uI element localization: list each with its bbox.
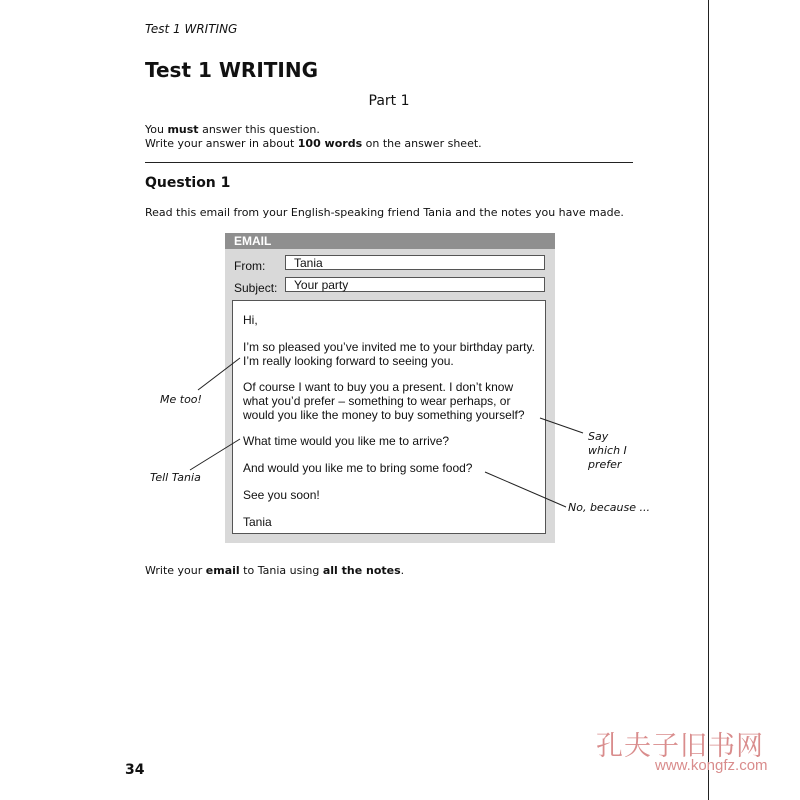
- email-line: Of course I want to buy you a present. I don’t know: [243, 380, 514, 394]
- from-field: Tania: [285, 255, 545, 270]
- email-header-label: EMAIL: [234, 234, 272, 248]
- instruction-line-1: You must answer this question.: [145, 123, 320, 136]
- question-lead-text: Read this email from your English-speaking friend Tania and the notes you have made.: [145, 206, 624, 219]
- page-number: 34: [125, 762, 145, 778]
- email-line: I’m so pleased you’ve invited me to your birthday party.: [243, 340, 535, 354]
- leader-line-me-too: [198, 358, 240, 390]
- email-line: See you soon!: [243, 488, 320, 502]
- leader-line-tell-tania: [190, 439, 240, 470]
- leader-line-say-which: [540, 418, 583, 433]
- instruction-line-2: Write your answer in about 100 words on the answer sheet.: [145, 137, 482, 150]
- email-line: And would you like me to bring some food?: [243, 461, 473, 475]
- from-label: From:: [234, 259, 266, 273]
- email-line: what you’d prefer – something to wear perhaps, or: [243, 394, 511, 408]
- email-line: would you like the money to buy something yourself?: [243, 408, 525, 422]
- email-line: Tania: [243, 515, 272, 529]
- subject-field: Your party: [285, 277, 545, 292]
- email-line: What time would you like me to arrive?: [243, 434, 450, 448]
- part-heading: Part 1: [368, 93, 410, 109]
- leader-line-no-because: [485, 472, 566, 507]
- note-tell-tania: Tell Tania: [150, 471, 201, 484]
- closing-instruction: Write your email to Tania using all the notes.: [145, 564, 405, 577]
- question-heading: Question 1: [145, 175, 231, 191]
- watermark-url: www.kongfz.com: [655, 757, 768, 774]
- note-no-because: No, because ...: [568, 501, 650, 514]
- running-head: Test 1 WRITING: [145, 22, 238, 36]
- subject-label: Subject:: [234, 281, 278, 295]
- email-line: I’m really looking forward to seeing you.: [243, 354, 454, 368]
- page-title: Test 1 WRITING: [145, 58, 318, 82]
- note-me-too: Me too!: [160, 393, 202, 406]
- note-say-which: Say which I prefer: [588, 430, 627, 471]
- email-line: Hi,: [243, 313, 258, 327]
- watermark-chinese: 孔夫子旧书网: [596, 731, 764, 762]
